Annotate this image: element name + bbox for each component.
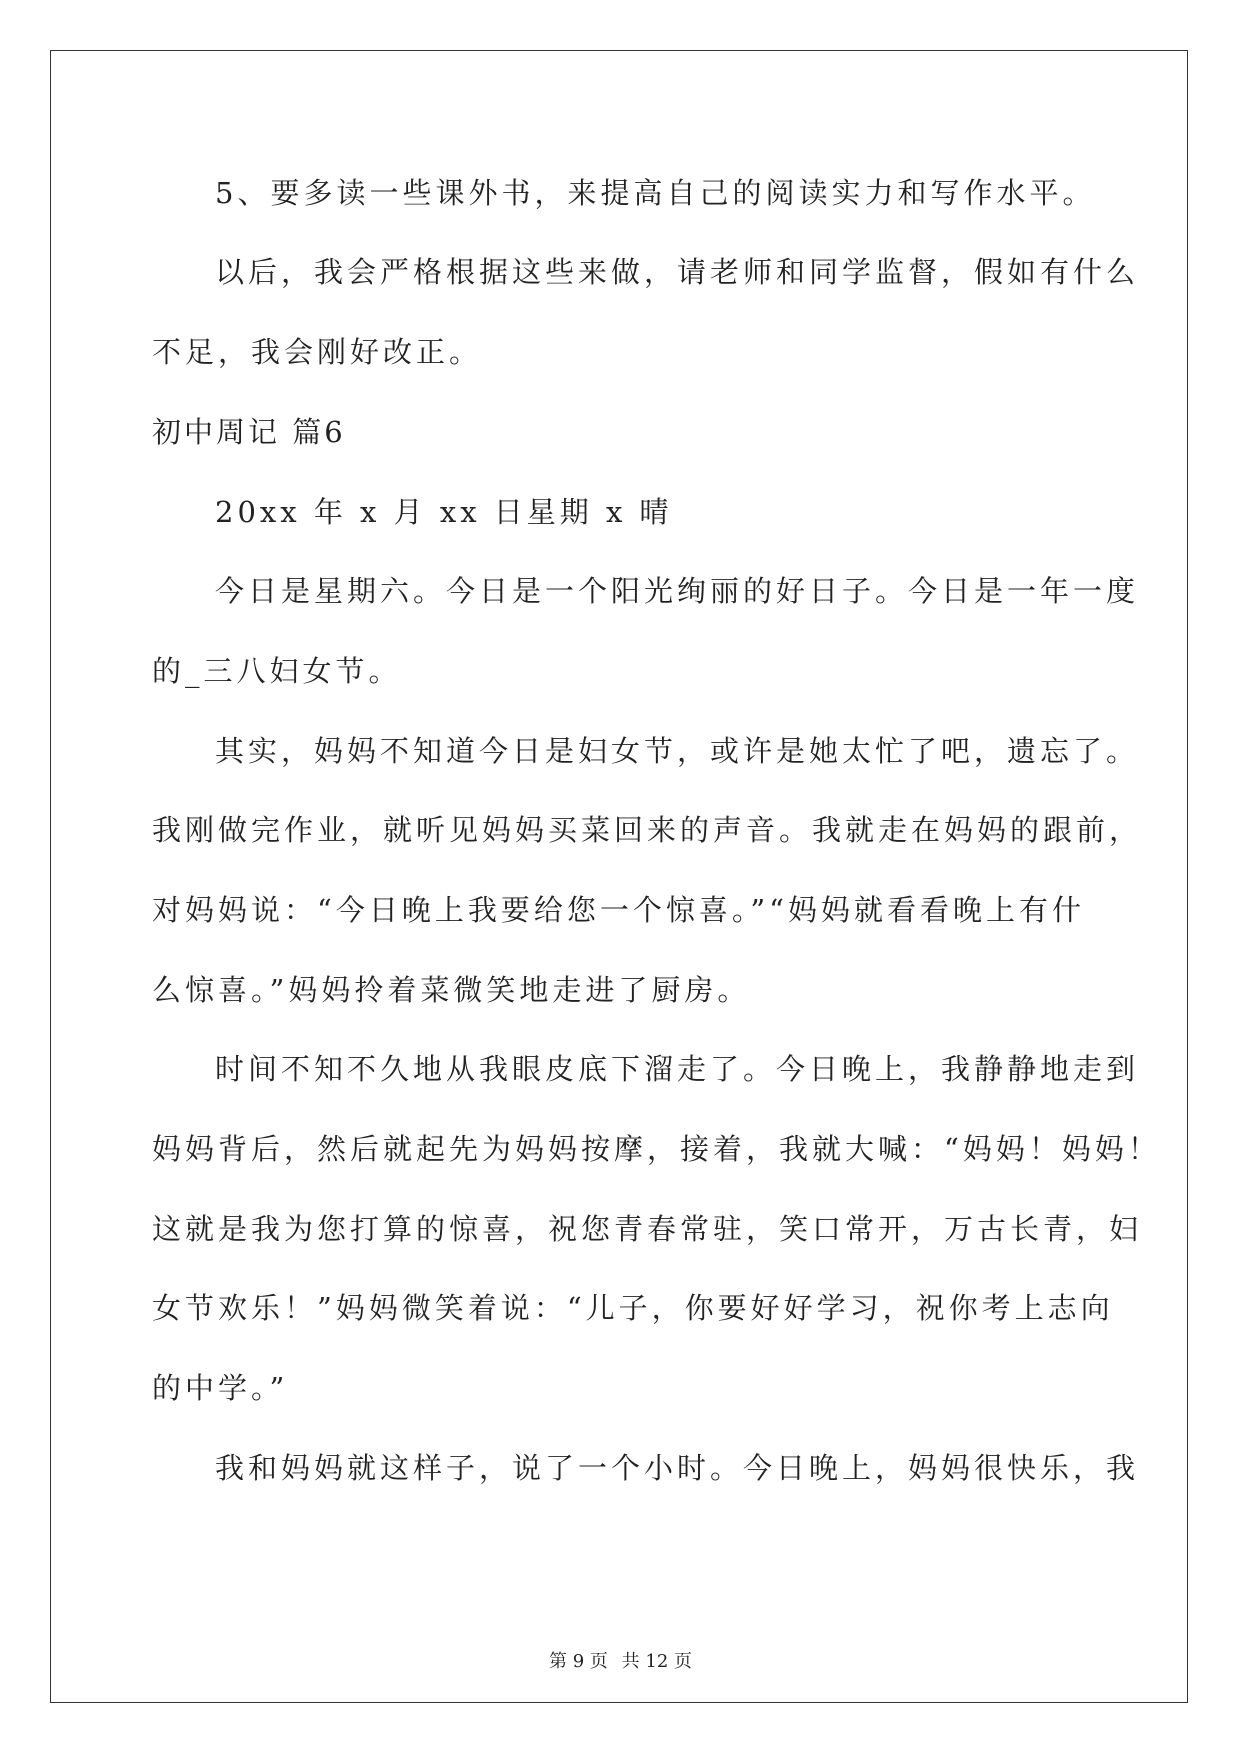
section-heading: 初中周记 篇6 [152,415,346,449]
text-line: 这就是我为您打算的惊喜，祝您青春常驻，笑口常开，万古长青，妇 [152,1212,1143,1246]
text-line: 时间不知不久地从我眼皮底下溜走了。今日晚上，我静静地走到 [215,1052,1140,1086]
text-line: 的_三八妇女节。 [152,654,402,688]
text-line: 妈妈背后，然后就起先为妈妈按摩，接着，我就大喊：“妈妈！妈妈！ [152,1132,1161,1166]
text-line: 以后，我会严格根据这些来做，请老师和同学监督，假如有什么 [215,255,1140,289]
text-line: 对妈妈说：“今日晚上我要给您一个惊喜。”“妈妈就看看晚上有什 [152,893,1085,927]
page-number: 第 9 页 [549,1651,608,1672]
text-line: 其实，妈妈不知道今日是妇女节，或许是她太忙了吧，遗忘了。 [215,734,1140,768]
text-line: 我刚做完作业，就听见妈妈买菜回来的声音。我就走在妈妈的跟前， [152,813,1143,847]
text-line: 今日是星期六。今日是一个阳光绚丽的好日子。今日是一年一度 [215,574,1140,608]
text-line: 我和妈妈就这样子，说了一个小时。今日晚上，妈妈很快乐，我 [215,1451,1140,1485]
text-line: 5、要多读一些课外书，来提高自己的阅读实力和写作水平。 [215,176,1096,210]
text-line: 的中学。” [152,1371,289,1405]
text-line: 不足，我会刚好改正。 [152,335,483,369]
page-total: 共 12 页 [621,1651,692,1672]
text-line: 女节欢乐！”妈妈微笑着说：“儿子，你要好好学习，祝你考上志向 [152,1291,1114,1325]
diary-date: 20xx 年 x 月 xx 日星期 x 晴 [215,495,673,529]
text-line: 么惊喜。”妈妈拎着菜微笑地走进了厨房。 [152,973,751,1007]
page-footer [0,1650,1241,1674]
